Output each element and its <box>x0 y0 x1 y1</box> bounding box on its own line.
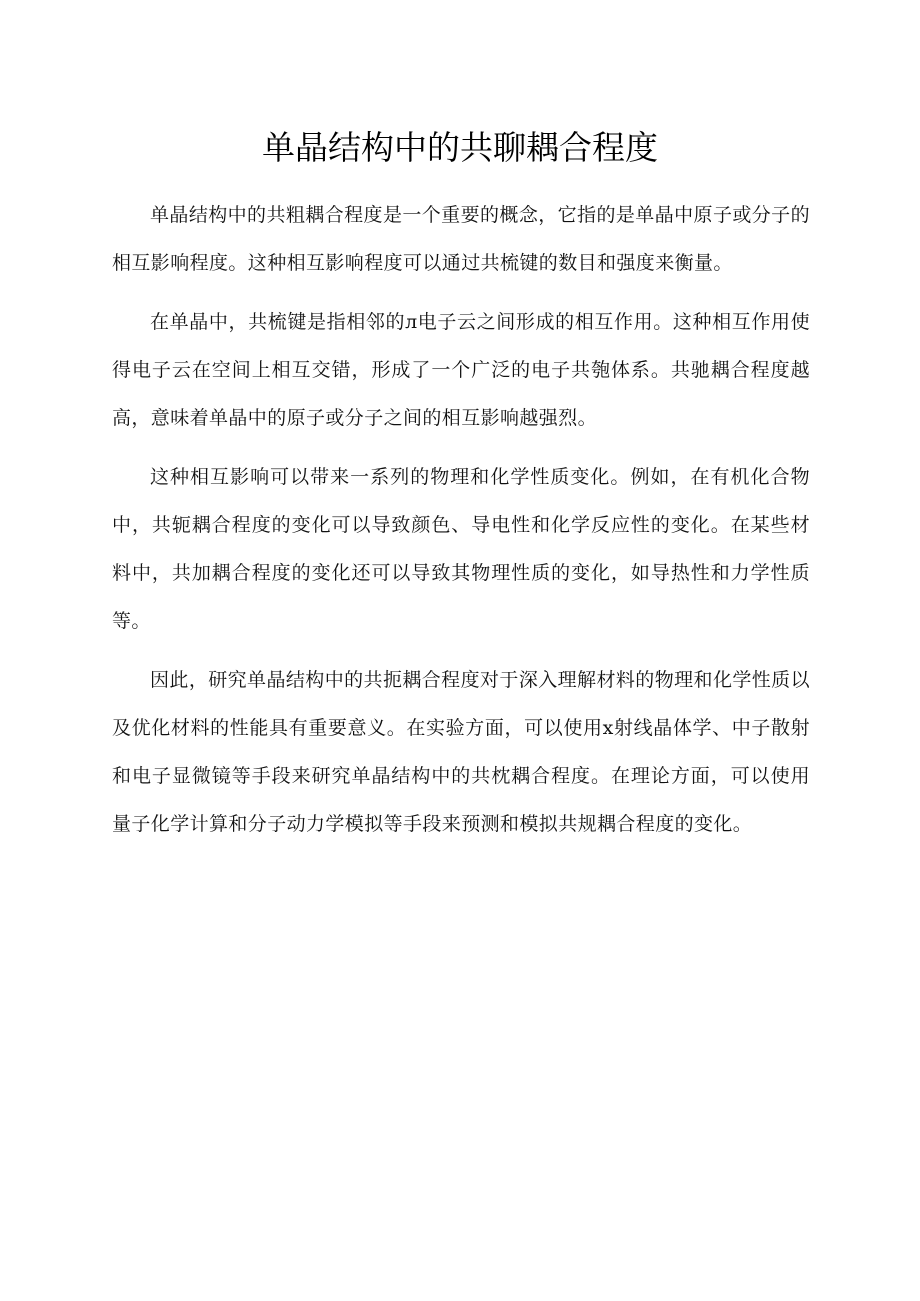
document-body <box>112 191 810 859</box>
paragraph-2: 在单晶中，共梳键是指相邻的л电子云之间形成的相互作用。这种相互作用使得电子云在空间上相互交错，形成了一个广泛的电子共匏体系。共驰耦合程度越高，意味着单晶中的原子或分子之间的相互影响越强烈。 <box>112 311 810 429</box>
paragraph-4: 因此，研究单晶结构中的共扼耦合程度对于深入理解材料的物理和化学性质以及优化材料的性能具有重要意义。在实验方面，可以使用x射线晶体学、中子散射和电子显微镜等手段来研究单晶结构中的共枕耦合程度。在理论方面，可以使用量子化学计算和分子动力学模拟等手段来预测和模拟共规耦合程度的变化。 <box>112 669 810 835</box>
document-title: 单晶结构中的共聊耦合程度 <box>262 128 658 167</box>
paragraph-1: 单晶结构中的共粗耦合程度是一个重要的概念，它指的是单晶中原子或分子的相互影响程度。这种相互影响程度可以通过共梳键的数目和强度来衡量。 <box>112 204 810 274</box>
paragraph-3: 这种相互影响可以带来一系列的物理和化学性质变化。例如，在有机化合物中，共轭耦合程度的变化可以导致颜色、导电性和化学反应性的变化。在某些材料中，共加耦合程度的变化还可以导致其物理性质的变化，如导热性和力学性质等。 <box>112 466 810 632</box>
